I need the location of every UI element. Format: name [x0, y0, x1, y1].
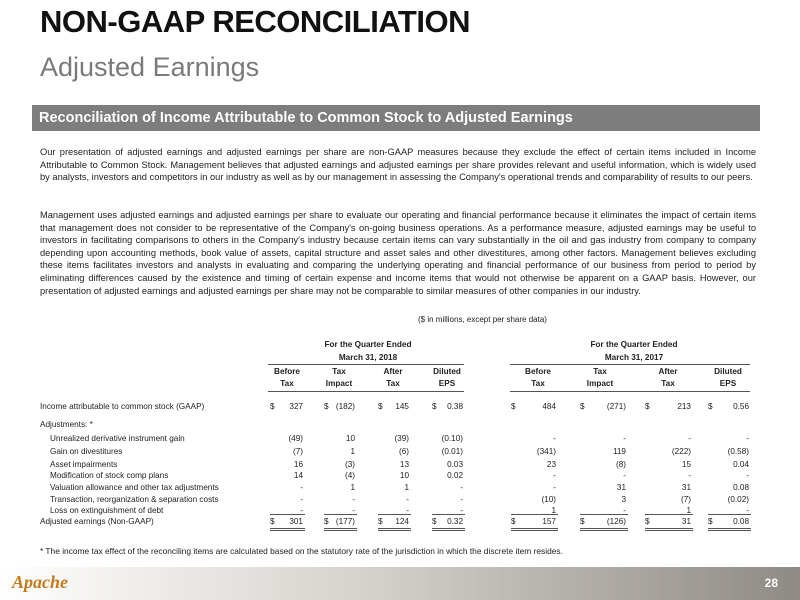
table-cell: 31: [681, 517, 691, 526]
table-cell: 10: [399, 471, 409, 480]
table-cell: -: [406, 506, 409, 515]
table-cell: -: [553, 471, 556, 480]
table-cell: -: [300, 506, 303, 515]
table-cell: -: [623, 434, 626, 443]
column-header: Impact: [586, 379, 614, 388]
column-header-rule: [510, 391, 750, 392]
table-cell: (0.10): [441, 434, 463, 443]
table-cell: 0.32: [447, 517, 463, 526]
column-header: Tax: [332, 367, 346, 376]
table-cell: 0.38: [447, 402, 463, 411]
table-cell: -: [623, 506, 626, 515]
table-cell: -: [352, 495, 355, 504]
row-label: Valuation allowance and other tax adjustments: [50, 483, 219, 492]
column-header: Tax: [386, 379, 400, 388]
row-label: Modification of stock comp plans: [50, 471, 169, 480]
page-title: NON-GAAP RECONCILIATION: [40, 4, 470, 39]
table-cell: (222): [671, 447, 691, 456]
dollar-sign: $: [580, 517, 585, 526]
table-cell: -: [746, 471, 749, 480]
period-header: For the Quarter Ended: [324, 340, 412, 349]
total-double-rule: [324, 528, 357, 531]
table-cell: 31: [681, 483, 691, 492]
table-cell: -: [746, 506, 749, 515]
total-double-rule: [580, 528, 628, 531]
table-cell: 145: [395, 402, 409, 411]
table-cell: -: [460, 495, 463, 504]
column-header: Tax: [280, 379, 294, 388]
dollar-sign: $: [324, 402, 329, 411]
paragraph-management: Management uses adjusted earnings and adjusted earnings per share to evaluate our operating and financial performance because it eliminates the impact of certain items that management does not consider to be representative of the Company's on-going business operations. As a performance measure, adjusted earnings may be useful to investors in facilitating comparisons to others in the Company's industry because certain items can vary substantially in the oil and gas industry from company to company depending upon accounting methods, book value of assets, capital structure and asset sales and other divestitures, among other factors. Management believes excluding these items facilitates investors and analysts in evaluating and comparing the underlying operating and financial performance of our business from period to period by eliminating differences caused by the existence and timing of certain expense and income items that would not otherwise be apparent on a GAAP basis. However, our presentation of adjusted earnings and adjusted earnings per share may not be comparable to similar measures of other companies in our industry.: [40, 210, 756, 296]
table-cell: 1: [404, 483, 409, 492]
table-cell: (7): [680, 495, 691, 504]
column-header: Impact: [325, 379, 353, 388]
table-cell: -: [688, 471, 691, 480]
dollar-sign: $: [580, 402, 585, 411]
table-cell: (177): [335, 517, 355, 526]
column-header: EPS: [438, 379, 456, 388]
column-header: Before: [274, 367, 300, 376]
apache-logo: Apache: [12, 572, 68, 592]
table-cell: -: [623, 471, 626, 480]
subtotal-rule: [270, 514, 305, 515]
table-cell: 23: [546, 460, 556, 469]
table-cell: 14: [293, 471, 303, 480]
table-cell: 13: [399, 460, 409, 469]
subtotal-rule: [324, 514, 357, 515]
row-label: Unrealized derivative instrument gain: [50, 434, 185, 443]
table-cell: (341): [536, 447, 556, 456]
column-header: Tax: [593, 367, 607, 376]
dollar-sign: $: [324, 517, 329, 526]
period-header-date: March 31, 2017: [604, 353, 664, 362]
table-cell: 124: [395, 517, 409, 526]
subtotal-rule: [378, 514, 411, 515]
total-double-rule: [708, 528, 751, 531]
footnote: * The income tax effect of the reconciling items are calculated based on the statutory rate of the jurisdiction in which the discrete item resides.: [40, 546, 563, 556]
table-cell: (8): [615, 460, 626, 469]
dollar-sign: $: [270, 517, 275, 526]
total-double-rule: [432, 528, 465, 531]
column-header: Before: [525, 367, 551, 376]
table-cell: -: [460, 483, 463, 492]
table-cell: 0.04: [733, 460, 749, 469]
subtotal-rule: [511, 514, 558, 515]
dollar-sign: $: [645, 402, 650, 411]
dollar-sign: $: [270, 402, 275, 411]
table-cell: -: [300, 495, 303, 504]
dollar-sign: $: [645, 517, 650, 526]
table-cell: 119: [612, 447, 626, 456]
period-header-rule: [268, 364, 464, 365]
table-cell: (0.58): [727, 447, 749, 456]
table-cell: 1: [350, 447, 355, 456]
table-cell: 15: [681, 460, 691, 469]
row-label: Transaction, reorganization & separation costs: [50, 495, 219, 504]
dollar-sign: $: [378, 517, 383, 526]
table-cell: (0.01): [441, 447, 463, 456]
table-cell: (182): [335, 402, 355, 411]
total-double-rule: [270, 528, 305, 531]
table-cell: 213: [677, 402, 691, 411]
table-cell: (3): [344, 460, 355, 469]
table-cell: (49): [288, 434, 303, 443]
table-cell: (10): [541, 495, 556, 504]
paragraph-intro: Our presentation of adjusted earnings and adjusted earnings per share are non-GAAP measures because they exclude the effect of certain items included in Income Attributable to Common Stock. Management believes that adjusted earnings and adjusted earnings per share provides relevant and useful information, which is widely used by analysts, investors and competitors in our industry as well as by our management in assessing the Company's operational trends and comparability of results to our peers.: [40, 147, 756, 183]
period-header-rule: [510, 364, 750, 365]
dollar-sign: $: [432, 517, 437, 526]
dollar-sign: $: [708, 402, 713, 411]
column-header: Diluted: [714, 367, 742, 376]
dollar-sign: $: [432, 402, 437, 411]
table-cell: 0.56: [733, 402, 749, 411]
row-label: Loss on extinguishment of debt: [50, 506, 164, 515]
page-subtitle: Adjusted Earnings: [40, 52, 260, 82]
footer-bar: [0, 567, 800, 600]
subtotal-rule: [432, 514, 465, 515]
table-cell: 327: [289, 402, 303, 411]
subtotal-rule: [580, 514, 628, 515]
table-cell: 484: [542, 402, 556, 411]
subtotal-rule: [708, 514, 751, 515]
table-cell: -: [553, 434, 556, 443]
table-cell: (0.02): [727, 495, 749, 504]
dollar-sign: $: [378, 402, 383, 411]
row-label: Adjustments: *: [40, 420, 93, 429]
table-cell: 0.02: [447, 471, 463, 480]
period-header: For the Quarter Ended: [590, 340, 678, 349]
table-cell: (4): [344, 471, 355, 480]
table-cell: -: [460, 506, 463, 515]
row-label: Gain on divestitures: [50, 447, 123, 456]
table-cell: (39): [394, 434, 409, 443]
table-cell: -: [553, 483, 556, 492]
total-double-rule: [645, 528, 693, 531]
page-number: 28: [764, 576, 778, 590]
period-header-date: March 31, 2018: [338, 353, 398, 362]
table-cell: -: [688, 434, 691, 443]
table-cell: (7): [292, 447, 303, 456]
table-cell: 3: [621, 495, 626, 504]
row-label: Asset impairments: [50, 460, 118, 469]
table-cell: 1: [551, 506, 556, 515]
column-header: After: [383, 367, 403, 376]
column-header-rule: [268, 391, 464, 392]
column-header: Tax: [531, 379, 545, 388]
table-cell: -: [352, 506, 355, 515]
table-cell: 16: [293, 460, 303, 469]
table-cell: 0.08: [733, 483, 749, 492]
subtotal-rule: [645, 514, 693, 515]
table-cell: 157: [542, 517, 556, 526]
section-banner: Reconciliation of Income Attributable to Common Stock to Adjusted Earnings: [32, 105, 760, 131]
table-cell: 301: [289, 517, 303, 526]
total-double-rule: [511, 528, 558, 531]
table-cell: 1: [686, 506, 691, 515]
units-note: ($ in millions, except per share data): [418, 315, 547, 324]
column-header: Tax: [661, 379, 675, 388]
table-cell: 31: [616, 483, 626, 492]
table-cell: 1: [350, 483, 355, 492]
table-cell: 0.08: [733, 517, 749, 526]
column-header: After: [658, 367, 678, 376]
total-double-rule: [378, 528, 411, 531]
table-cell: (271): [606, 402, 626, 411]
table-cell: 0.03: [447, 460, 463, 469]
dollar-sign: $: [708, 517, 713, 526]
table-cell: (126): [606, 517, 626, 526]
column-header: Diluted: [433, 367, 461, 376]
row-label: Income attributable to common stock (GAAP): [40, 402, 205, 411]
dollar-sign: $: [511, 517, 516, 526]
table-cell: (6): [398, 447, 409, 456]
table-cell: 10: [345, 434, 355, 443]
table-cell: -: [406, 495, 409, 504]
column-header: EPS: [719, 379, 737, 388]
table-cell: -: [746, 434, 749, 443]
table-cell: -: [300, 483, 303, 492]
row-label: Adjusted earnings (Non-GAAP): [40, 517, 154, 526]
dollar-sign: $: [511, 402, 516, 411]
